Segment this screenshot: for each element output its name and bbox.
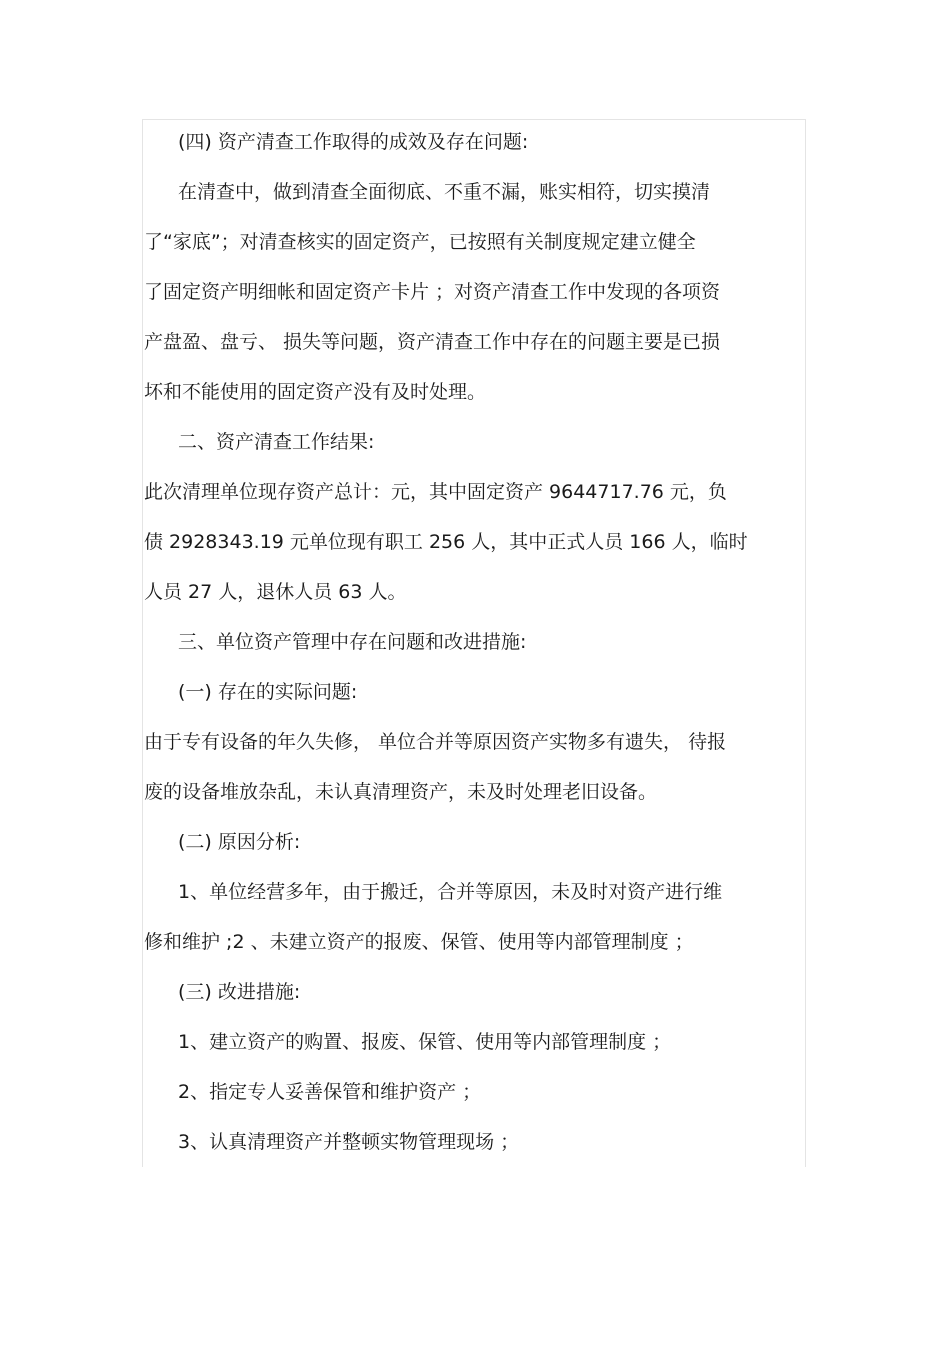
- subsection-heading-1: (一) 存在的实际问题:: [178, 681, 358, 703]
- list-item: 3、认真清理资产并整顿实物管理现场 ；: [178, 1131, 520, 1153]
- paragraph-line: 人员 27 人，退休人员 63 人。: [144, 581, 407, 603]
- list-item: 1、建立资产的购置、报废、保管、使用等内部管理制度 ；: [178, 1031, 672, 1053]
- list-item: 2、指定专人妥善保管和维护资产 ；: [178, 1081, 482, 1103]
- subsection-heading-2: (二) 原因分析:: [178, 831, 301, 853]
- paragraph-line: 1、单位经营多年，由于搬迁，合并等原因，未及时对资产进行维: [178, 881, 723, 903]
- section-heading-3: 三、单位资产管理中存在问题和改进措施:: [178, 631, 527, 653]
- paragraph-line: 了固定资产明细帐和固定资产卡片 ；对资产清查工作中发现的各项资: [144, 281, 721, 303]
- subsection-heading-3: (三) 改进措施:: [178, 981, 301, 1003]
- paragraph-line: 修和维护 ;2 、未建立资产的报废、保管、使用等内部管理制度 ；: [144, 931, 694, 953]
- section-heading-4: (四) 资产清查工作取得的成效及存在问题:: [178, 131, 529, 153]
- paragraph-line: 由于专有设备的年久失修， 单位合并等原因资产实物多有遗失， 待报: [144, 731, 727, 753]
- paragraph-line: 产盘盈、盘亏、 损失等问题，资产清查工作中存在的问题主要是已损: [144, 331, 721, 353]
- paragraph-line: 债 2928343.19 元单位现有职工 256 人，其中正式人员 166 人，临时: [144, 531, 748, 553]
- paragraph-line: 此次清理单位现存资产总计：元，其中固定资产 9644717.76 元，负: [144, 481, 727, 503]
- paragraph-line: 在清查中，做到清查全面彻底、不重不漏，账实相符，切实摸清: [178, 181, 711, 203]
- paragraph-line: 坏和不能使用的固定资产没有及时处理。: [144, 381, 487, 403]
- paragraph-line: 了“家底”；对清查核实的固定资产，已按照有关制度规定建立健全: [144, 231, 696, 253]
- paragraph-line: 废的设备堆放杂乱，未认真清理资产，未及时处理老旧设备。: [144, 781, 658, 803]
- section-heading-2: 二、资产清查工作结果:: [178, 431, 375, 453]
